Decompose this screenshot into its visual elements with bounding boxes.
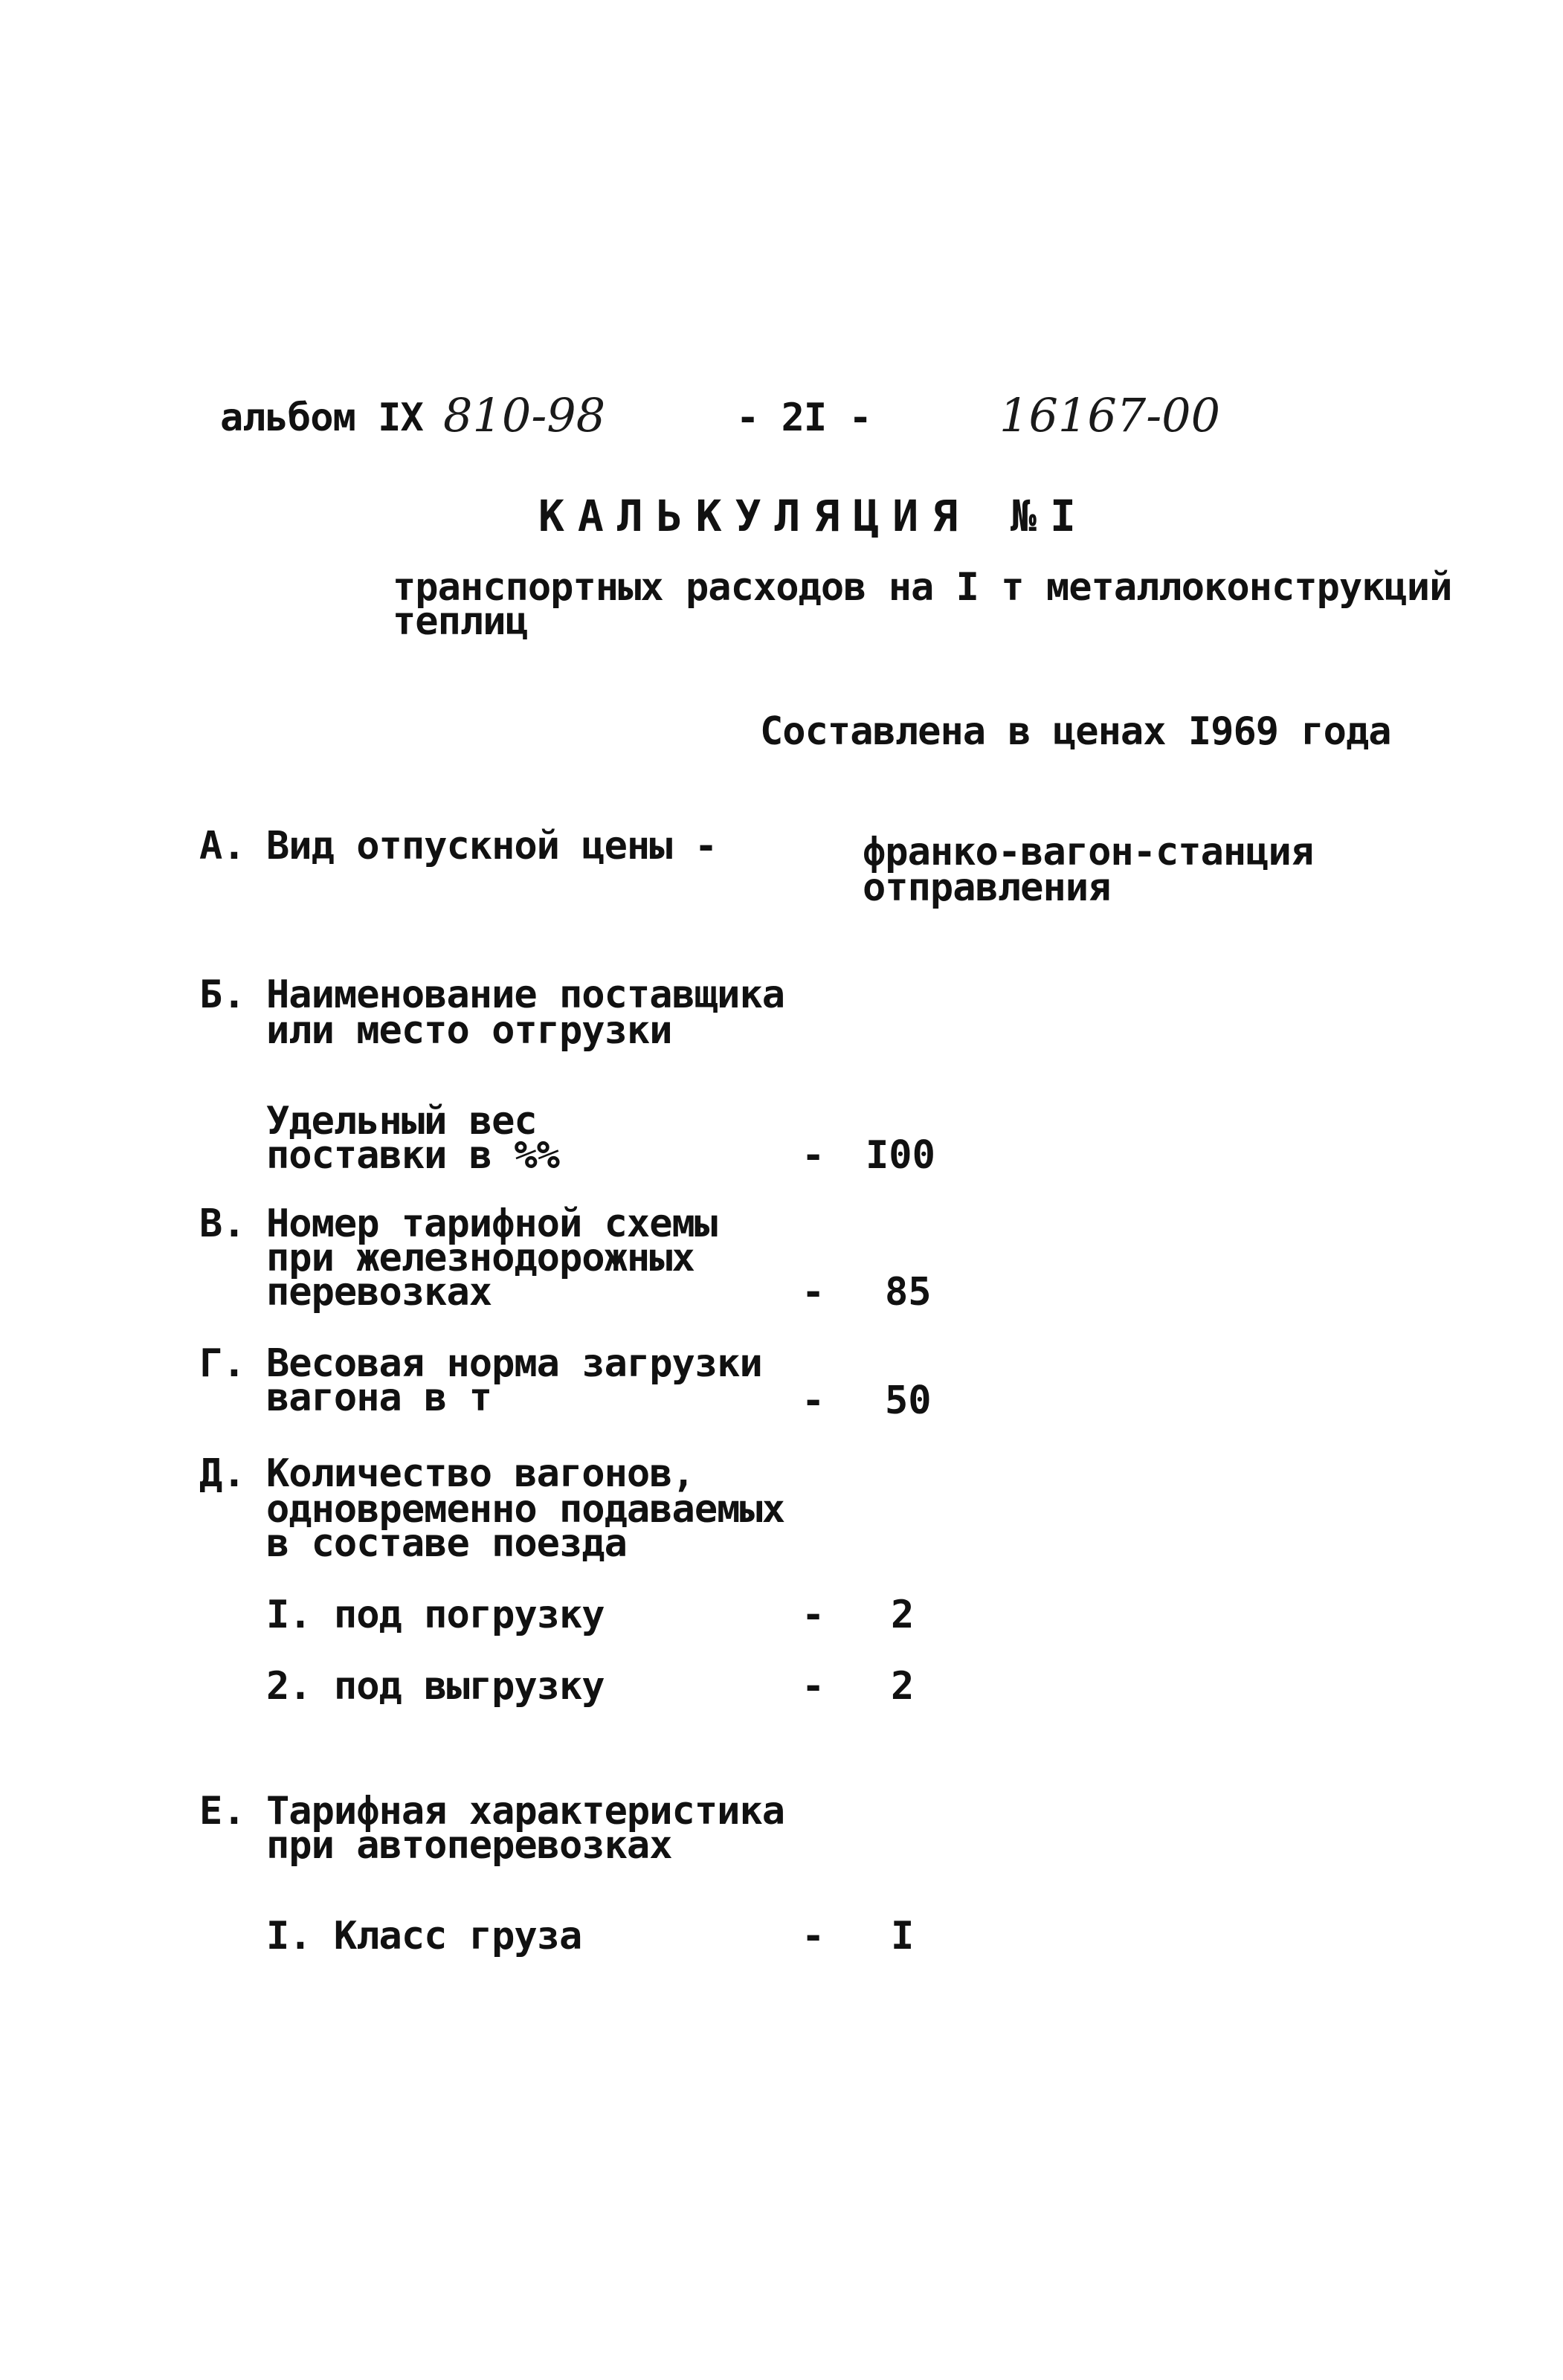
section-v-label-line-2: при железнодорожных bbox=[266, 1236, 695, 1280]
section-d-letter: Д. bbox=[199, 1451, 246, 1496]
weight-share-value: I00 bbox=[866, 1133, 935, 1178]
section-v-label-line-3: перевозках bbox=[266, 1270, 492, 1315]
section-g-letter: Г. bbox=[199, 1341, 246, 1386]
weight-share-label-line-2: поставки в %% bbox=[266, 1133, 559, 1178]
section-d-label-line-1: Количество вагонов, bbox=[266, 1451, 695, 1496]
subtitle-line-1: транспортных расходов на I т металлоконструкций bbox=[393, 565, 1452, 610]
section-e-label-line-2: при автоперевозках bbox=[266, 1823, 672, 1868]
section-d-item-1-dash: - bbox=[802, 1593, 825, 1637]
section-e-item-1-dash: - bbox=[802, 1914, 825, 1958]
section-a-value-line-2: отправления bbox=[863, 865, 1111, 910]
section-a-value-line-1: франко-вагон-станция bbox=[863, 830, 1314, 874]
section-b-label-line-2: или место отгрузки bbox=[266, 1008, 672, 1053]
section-e-label-line-1: Тарифная характеристика bbox=[266, 1789, 785, 1834]
prices-note: Составлена в ценах I969 года bbox=[760, 709, 1391, 754]
section-d-label-line-2: одновременно подаваемых bbox=[266, 1487, 785, 1532]
section-d-item-2-dash: - bbox=[802, 1664, 825, 1709]
section-v-dash: - bbox=[802, 1270, 825, 1315]
section-v-letter: В. bbox=[199, 1202, 246, 1246]
album-handwritten-number: 810-98 bbox=[443, 388, 606, 442]
section-g-label-line-2: вагона в т bbox=[266, 1376, 492, 1420]
section-a-letter: А. bbox=[199, 824, 246, 868]
section-d-item-2-value: 2 bbox=[891, 1664, 915, 1709]
section-d-item-1-value: 2 bbox=[891, 1593, 915, 1637]
document-title: КАЛЬКУЛЯЦИЯ №I bbox=[538, 491, 1089, 541]
section-d-item-2-label: 2. под выгрузку bbox=[266, 1664, 605, 1709]
section-a-label: Вид отпускной цены - bbox=[266, 824, 718, 868]
section-d-item-1-label: I. под погрузку bbox=[266, 1593, 605, 1637]
section-b-label-line-1: Наименование поставщика bbox=[266, 973, 785, 1017]
section-e-letter: Е. bbox=[199, 1789, 246, 1834]
section-b-letter: Б. bbox=[199, 973, 246, 1017]
page-number: - 2I - bbox=[736, 396, 871, 440]
section-v-label-line-1: Номер тарифной схемы bbox=[266, 1202, 718, 1246]
weight-share-dash: - bbox=[802, 1133, 825, 1178]
section-g-dash: - bbox=[802, 1378, 825, 1423]
section-d-label-line-3: в составе поезда bbox=[266, 1521, 627, 1566]
weight-share-label-line-1: Удельный вес bbox=[266, 1099, 537, 1144]
subtitle-line-2: теплиц bbox=[393, 599, 528, 644]
document-handwritten-code: 16167-00 bbox=[999, 388, 1221, 442]
album-label: альбом IX bbox=[220, 396, 423, 440]
section-v-value: 85 bbox=[885, 1270, 932, 1315]
section-e-item-1-value: I bbox=[891, 1914, 915, 1958]
section-g-value: 50 bbox=[885, 1378, 932, 1423]
section-g-label-line-1: Весовая норма загрузки bbox=[266, 1341, 762, 1386]
section-e-item-1-label: I. Класс груза bbox=[266, 1914, 582, 1958]
